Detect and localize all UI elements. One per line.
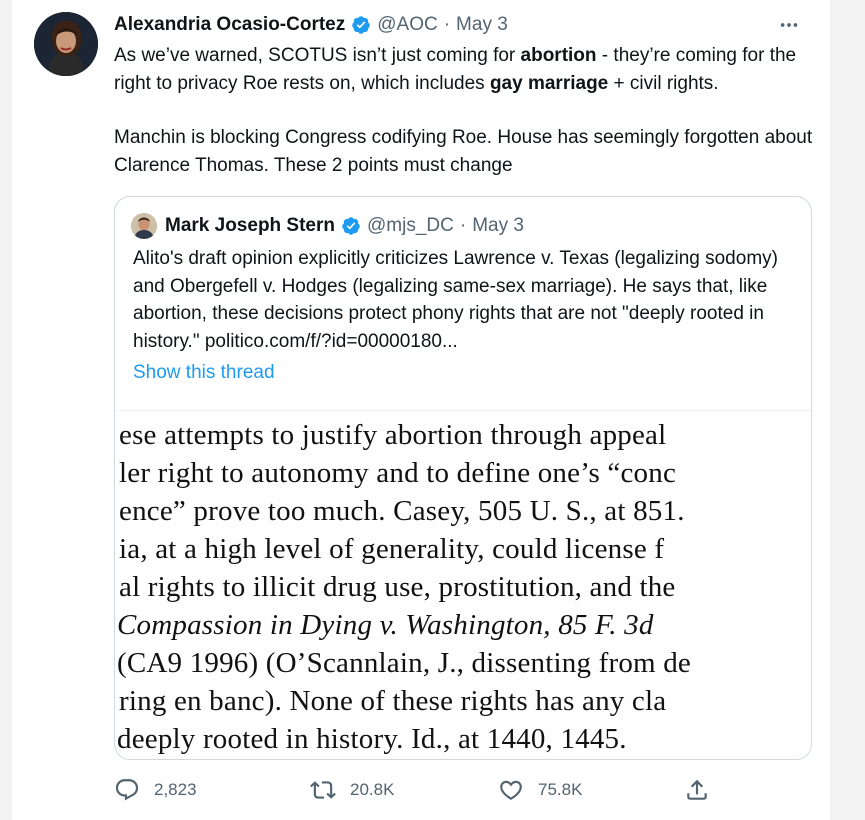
verified-badge-icon <box>351 15 371 35</box>
tweet-date[interactable]: May 3 <box>456 14 508 35</box>
tweet-text-segment: As we’ve warned, SCOTUS isn’t just coming for <box>114 45 521 66</box>
image-text-line: ia, at a high level of generality, could license f <box>119 533 665 565</box>
quoted-author-handle: @mjs_DC <box>367 215 454 236</box>
retweet-button[interactable] <box>310 772 394 808</box>
more-options-button[interactable] <box>774 10 804 40</box>
tweet-header <box>114 10 810 40</box>
avatar[interactable] <box>34 12 98 76</box>
tweet-paragraph-1 <box>114 42 820 97</box>
image-text-line: ring en banc). None of these rights has any cla <box>119 685 667 717</box>
image-text-line: ler right to autonomy and to define one’s “conc <box>119 457 677 489</box>
reply-button[interactable] <box>114 772 197 808</box>
quoted-author-name: Mark Joseph Stern <box>165 215 335 236</box>
separator-dot: · <box>443 14 451 35</box>
tweet-card[interactable] <box>12 0 830 820</box>
image-text-line: Compassion in Dying v. Washington, 85 F. 3d <box>117 609 654 641</box>
more-horizontal-icon <box>778 14 800 36</box>
quoted-tweet-date: May 3 <box>472 215 524 236</box>
heart-icon <box>498 777 524 803</box>
quoted-tweet-text <box>133 245 801 355</box>
quoted-text-body: Alito's draft opinion explicitly criticizes Lawrence v. Texas (legalizing sodomy) and Obergefell v. Hodges (legalizing same-sex marriage). He says that, like abortion, these decisions protect phony rights that are not "deeply rooted in history." <box>133 248 778 352</box>
like-count: 75.8K <box>538 780 583 799</box>
tweet-text <box>114 42 820 179</box>
quoted-tweet-image[interactable] <box>115 410 811 760</box>
tweet-bold-gay-marriage: gay marriage <box>489 72 609 94</box>
avatar-image <box>34 12 98 76</box>
image-text-line: al rights to illicit drug use, prostitution, and the <box>119 571 676 603</box>
share-icon <box>684 777 710 803</box>
tweet-actions <box>114 772 714 808</box>
quoted-tweet-header <box>131 213 795 239</box>
tweet-text-segment: - they’re coming for the right to privacy Roe rests on, which includes <box>114 45 797 94</box>
image-text-line: deeply rooted in history. Id., at 1440, 1445. <box>117 723 627 755</box>
tweet-paragraph-2: Manchin is blocking Congress codifying Roe. House has seemingly forgotten about Clarence Thomas. These 2 points must change <box>114 127 813 176</box>
separator-dot: · <box>459 215 467 236</box>
image-text-line: ese attempts to justify abortion through appeal <box>119 419 667 451</box>
tweet-bold-abortion: abortion <box>520 45 597 66</box>
quoted-tweet-link[interactable]: politico.com/f/?id=00000180... <box>204 330 458 352</box>
reply-count: 2,823 <box>154 780 197 799</box>
author-handle[interactable]: @AOC <box>377 14 438 35</box>
reply-icon <box>114 777 140 803</box>
quoted-tweet[interactable] <box>114 196 812 760</box>
tweet-text-segment: + civil rights. <box>608 72 719 94</box>
author-name[interactable]: Alexandria Ocasio-Cortez <box>114 14 346 35</box>
image-text-line: ence” prove too much. Casey, 505 U. S., at 851. <box>119 495 685 527</box>
quoted-avatar <box>131 213 157 239</box>
image-text-line: (CA9 1996) (O’Scannlain, J., dissenting from de <box>117 647 692 679</box>
like-button[interactable] <box>498 772 582 808</box>
retweet-icon <box>310 777 336 803</box>
share-button[interactable] <box>684 772 724 808</box>
show-thread-link[interactable]: Show this thread <box>133 362 275 383</box>
verified-badge-icon <box>341 216 361 236</box>
retweet-count: 20.8K <box>350 780 395 799</box>
